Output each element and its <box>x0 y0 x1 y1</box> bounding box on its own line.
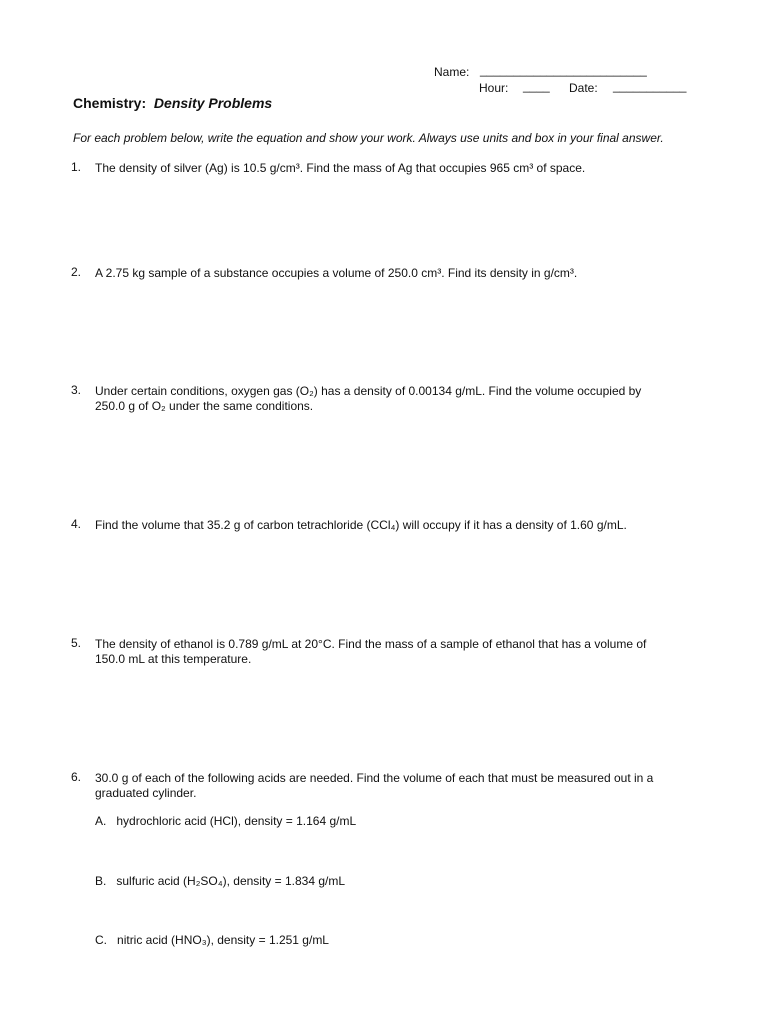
problem-number: 1. <box>71 160 82 174</box>
problem-text-line: Find the volume that 35.2 g of carbon tetrachloride (CCl₄) will occupy if it has a density of 1.60 g/mL. <box>95 518 627 532</box>
subpart-text: hydrochloric acid (HCl), density = 1.164 g/mL <box>116 814 357 828</box>
subpart-letter: A. <box>95 814 107 828</box>
subpart-b <box>95 874 345 888</box>
problem-number: 3. <box>71 383 82 397</box>
problem-text-line: The density of ethanol is 0.789 g/mL at 20°C. Find the mass of a sample of ethanol that has a volume of <box>95 637 647 651</box>
problem-number: 2. <box>71 265 82 279</box>
date-blank: ___________ <box>613 79 687 93</box>
title-subject: Chemistry: <box>73 95 147 111</box>
problem-text-line: 150.0 mL at this temperature. <box>95 652 252 666</box>
hour-blank: ____ <box>523 79 550 93</box>
subpart-letter: B. <box>95 874 107 888</box>
subpart-text: nitric acid (HNO₃), density = 1.251 g/mL <box>117 933 329 947</box>
subpart-text: sulfuric acid (H₂SO₄), density = 1.834 g/mL <box>116 874 346 888</box>
title-topic: Density Problems <box>153 95 273 111</box>
subpart-letter: C. <box>95 933 107 947</box>
subpart-a <box>95 814 356 828</box>
problem-text-line: The density of silver (Ag) is 10.5 g/cm³. Find the mass of Ag that occupies 965 cm³ of space. <box>95 161 586 175</box>
problem-text-line: Under certain conditions, oxygen gas (O₂) has a density of 0.00134 g/mL. Find the volume occupied by <box>95 384 642 398</box>
problem-number: 4. <box>71 517 82 531</box>
problem-text-line: graduated cylinder. <box>95 786 197 800</box>
problem-number: 5. <box>71 636 82 650</box>
problem-text-line: 250.0 g of O₂ under the same conditions. <box>95 399 314 413</box>
problem-number: 6. <box>71 770 82 784</box>
date-label: Date: <box>569 81 598 95</box>
page-title <box>73 95 272 111</box>
hour-label: Hour: <box>479 81 509 95</box>
problem-text-line: 30.0 g of each of the following acids are needed. Find the volume of each that must be measured out in a <box>95 771 654 785</box>
name-blank: _________________________ <box>480 63 647 77</box>
subpart-c <box>95 933 329 947</box>
name-label: Name: <box>434 65 470 79</box>
problem-text-line: A 2.75 kg sample of a substance occupies a volume of 250.0 cm³. Find its density in g/cm³. <box>95 266 578 280</box>
instructions: For each problem below, write the equation and show your work. Always use units and box in your final answer. <box>73 131 664 145</box>
